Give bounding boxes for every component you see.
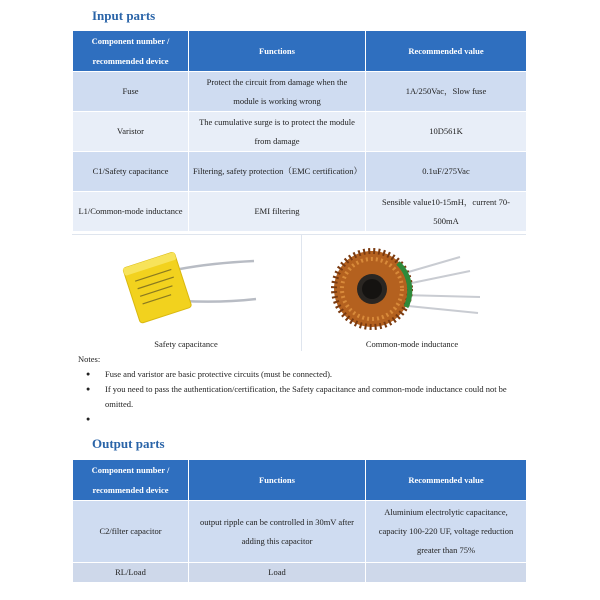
table-row: [73, 501, 527, 563]
component-cell: C1/Safety capacitance: [73, 152, 189, 192]
component-cell: Fuse: [73, 72, 189, 112]
header-component: Component number / recommended device: [73, 460, 189, 501]
value-cell: Sensible value10-15mH，current 70-500mA: [366, 192, 527, 232]
notes-block: [78, 352, 535, 427]
header-functions: Functions: [189, 31, 366, 72]
safety-capacitance-caption: Safety capacitance: [154, 339, 218, 349]
value-cell: [366, 563, 527, 583]
note-item: ● If you need to pass the authentication/certification, the Safety capacitance and common-mode inductance could not be omitted.: [105, 382, 535, 412]
table-header-row: [73, 31, 527, 72]
value-cell: 10D561K: [366, 112, 527, 152]
table-row: [73, 72, 527, 112]
function-cell: The cumulative surge is to protect the module from damage: [189, 112, 366, 152]
input-parts-title: Input parts: [92, 8, 156, 23]
header-recommended-value: Recommended value: [366, 460, 527, 501]
note-item: ● Fuse and varistor are basic protective circuits (must be connected).: [105, 367, 535, 382]
output-parts-table: [72, 459, 527, 583]
table-row: [73, 563, 527, 583]
safety-capacitor-image: [72, 235, 300, 351]
function-cell: Protect the circuit from damage when the module is working wrong: [189, 72, 366, 112]
function-cell: output ripple can be controlled in 30mV after adding this capacitor: [189, 501, 366, 563]
value-cell: 0.1uF/275Vac: [366, 152, 527, 192]
input-parts-table: [72, 30, 527, 232]
table-header-row: [73, 460, 527, 501]
value-cell: Aluminium electrolytic capacitance, capacity 100-220 UF, voltage reduction greater than 75%: [366, 501, 527, 563]
function-cell: Load: [189, 563, 366, 583]
component-cell: C2/filter capacitor: [73, 501, 189, 563]
output-parts-title: Output parts: [92, 436, 165, 451]
table-row: [73, 112, 527, 152]
common-mode-inductance-caption: Common-mode inductance: [365, 339, 459, 349]
header-component: Component number / recommended device: [73, 31, 189, 72]
safety-capacitor-photo: [72, 235, 300, 351]
note-item: [105, 412, 535, 427]
component-cell: RL/Load: [73, 563, 189, 583]
function-cell: Filtering, safety protection（EMC certification）: [189, 152, 366, 192]
header-recommended-value: Recommended value: [366, 31, 527, 72]
table-row: [73, 152, 527, 192]
function-cell: EMI filtering: [189, 192, 366, 232]
common-mode-inductor-image: [302, 235, 527, 351]
table-row: [73, 192, 527, 232]
common-mode-inductor-photo: [301, 235, 527, 351]
value-cell: 1A/250Vac，Slow fuse: [366, 72, 527, 112]
notes-label: Notes:: [78, 354, 101, 364]
notes-list: [85, 367, 535, 427]
component-photos: [72, 234, 526, 351]
header-functions: Functions: [189, 460, 366, 501]
component-cell: Varistor: [73, 112, 189, 152]
component-cell: L1/Common-mode inductance: [73, 192, 189, 232]
